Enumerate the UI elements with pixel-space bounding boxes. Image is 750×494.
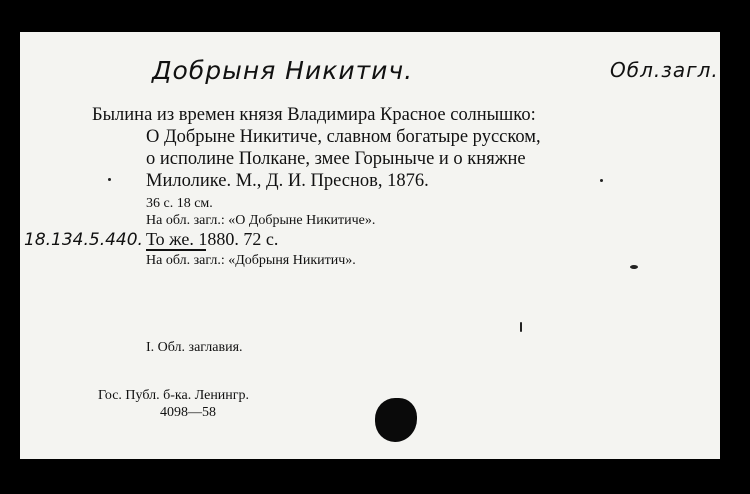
handwritten-title: Добрыня Никитич. bbox=[152, 56, 414, 85]
card-number: 4098—58 bbox=[160, 405, 216, 420]
ink-blot bbox=[375, 398, 417, 442]
entry-line-3: о исполине Полкане, змее Горыныче и о княжне bbox=[146, 149, 526, 169]
ink-speck bbox=[600, 179, 603, 182]
ink-speck bbox=[630, 265, 638, 269]
reissue-underline bbox=[146, 249, 206, 251]
ink-speck bbox=[108, 178, 111, 181]
cover-title-note: На обл. загл.: «О Добрыне Никитиче». bbox=[146, 213, 376, 228]
entry-line-2: О Добрыне Никитиче, славном богатыре русском, bbox=[146, 127, 541, 147]
entry-line-1: Былина из времен князя Владимира Красное солнышко: bbox=[92, 105, 536, 125]
reissue-line: То же. 1880. 72 с. bbox=[146, 229, 279, 249]
catalog-card bbox=[20, 32, 720, 459]
entry-line-4: Милолике. М., Д. И. Преснов, 1876. bbox=[146, 171, 429, 191]
library-name: Гос. Публ. б-ка. Ленингр. bbox=[98, 388, 250, 403]
shelfmark: 18.134.5.440. bbox=[24, 230, 143, 250]
handwritten-corner-note: Обл.загл. bbox=[610, 58, 719, 82]
tracing: I. Обл. заглавия. bbox=[146, 340, 243, 355]
reissue-cover-note: На обл. загл.: «Добрыня Никитич». bbox=[146, 253, 356, 268]
ink-speck bbox=[520, 322, 522, 332]
collation: 36 с. 18 см. bbox=[146, 196, 213, 211]
